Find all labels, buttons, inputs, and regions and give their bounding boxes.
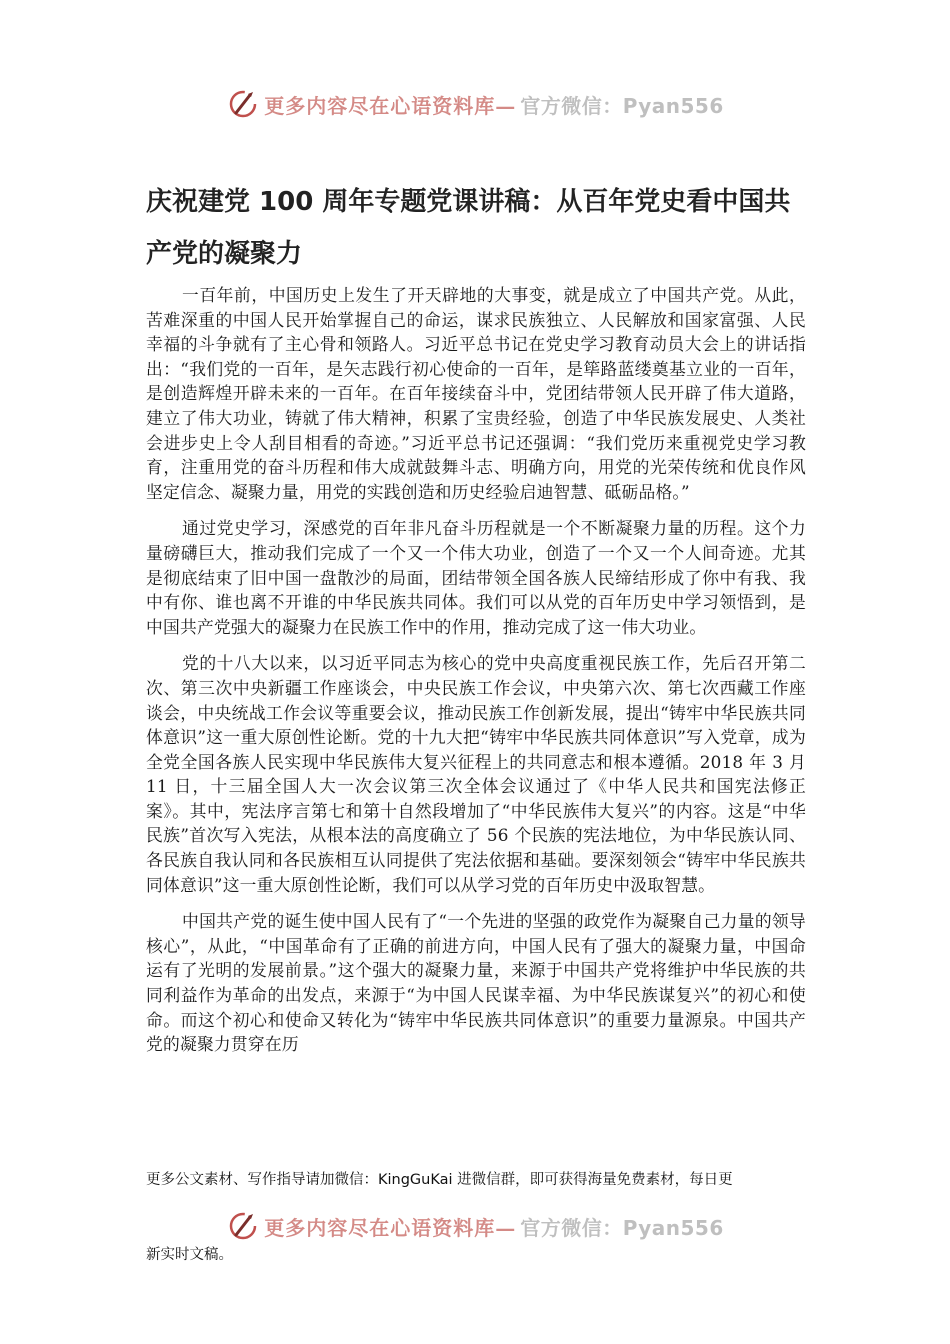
footer-note: 更多公文素材、写作指导请加微信：KingGuKai 进微信群，即可获得海量免费素材，每日更 <box>146 1172 733 1188</box>
brush-calligraphy-icon <box>226 1209 260 1243</box>
article-body <box>146 283 806 1069</box>
footer-banner <box>0 1206 950 1246</box>
paragraph: 党的十八大以来，以习近平同志为核心的党中央高度重视民族工作，先后召开第二次、第三次中央新疆工作座谈会，中央民族工作会议，中央第六次、第七次西藏工作座谈会，中央统战工作会议等重要会议，推动民族工作创新发展，提出“铸牢中华民族共同体意识”这一重大原创性论断。党的十九大把“铸牢中华民族共同体意识”写入党章，成为全党全国各族人民实现中华民族伟大复兴征程上的共同意志和根本遵循。2018 年 3 月 11 日，十三届全国人大一次会议第三次全体会议通过了《中华人民共和国宪法修正案》。其中，宪法序言第七和第十自然段增加了“中华民族伟大复兴”的内容。这是“中华民族”首次写入宪法，从根本法的高度确立了 56 个民族的宪法地位，为中华民族认同、各民族自我认同和各民族相互认同提供了宪法依据和基础。要深刻领会“铸牢中华民族共同体意识”这一重大原创性论断，我们可以从学习党的百年历史中汲取智慧。 <box>146 653 806 895</box>
page-title: 庆祝建党 100 周年专题党课讲稿：从百年党史看中国共产党的凝聚力 <box>146 187 791 269</box>
brush-calligraphy-icon <box>226 87 260 121</box>
banner-slogan: 更多内容尽在心语资料库— <box>264 1215 517 1240</box>
paragraph: 中国共产党的诞生使中国人民有了“一个先进的坚强的政党作为凝聚自己力量的领导核心”，从此，“中国革命有了正确的前进方向，中国人民有了强大的凝聚力量，中国命运有了光明的发展前景。”这个强大的凝聚力量，来源于中国共产党将维护中华民族的共同利益作为革命的出发点，来源于“为中国人民谋幸福、为中华民族谋复兴”的初心和使命。而这个初心和使命又转化为“铸牢中华民族共同体意识”的重要力量源泉。中国共产党的凝聚力贯穿在历 <box>146 911 806 1055</box>
header-banner <box>0 84 950 124</box>
paragraph: 通过党史学习，深感党的百年非凡奋斗历程就是一个不断凝聚力量的历程。这个力量磅礴巨大，推动我们完成了一个又一个伟大功业，创造了一个又一个人间奇迹。尤其是彻底结束了旧中国一盘散沙的局面，团结带领全国各族人民缔结形成了你中有我、我中有你、谁也离不开谁的中华民族共同体。我们可以从党的百年历史中学习领悟到，是中国共产党强大的凝聚力在民族工作中的作用，推动完成了这一伟大功业。 <box>146 518 806 637</box>
banner-contact: 官方微信：Pyan556 <box>520 93 724 118</box>
banner-slogan: 更多内容尽在心语资料库— <box>264 93 517 118</box>
footer-note-end: 新实时文稿。 <box>146 1247 233 1263</box>
banner-contact: 官方微信：Pyan556 <box>520 1215 724 1240</box>
paragraph: 一百年前，中国历史上发生了开天辟地的大事变，就是成立了中国共产党。从此，苦难深重的中国人民开始掌握自己的命运，谋求民族独立、人民解放和国家富强、人民幸福的斗争就有了主心骨和领路人。习近平总书记在党史学习教育动员大会上的讲话指出：“我们党的一百年，是矢志践行初心使命的一百年，是筚路蓝缕奠基立业的一百年，是创造辉煌开辟未来的一百年。在百年接续奋斗中，党团结带领人民开辟了伟大道路，建立了伟大功业，铸就了伟大精神，积累了宝贵经验，创造了中华民族发展史、人类社会进步史上令人刮目相看的奇迹。”习近平总书记还强调：“我们党历来重视党史学习教育，注重用党的奋斗历程和伟大成就鼓舞斗志、明确方向，用党的光荣传统和优良作风坚定信念、凝聚力量，用党的实践创造和历史经验启迪智慧、砥砺品格。” <box>146 285 806 502</box>
